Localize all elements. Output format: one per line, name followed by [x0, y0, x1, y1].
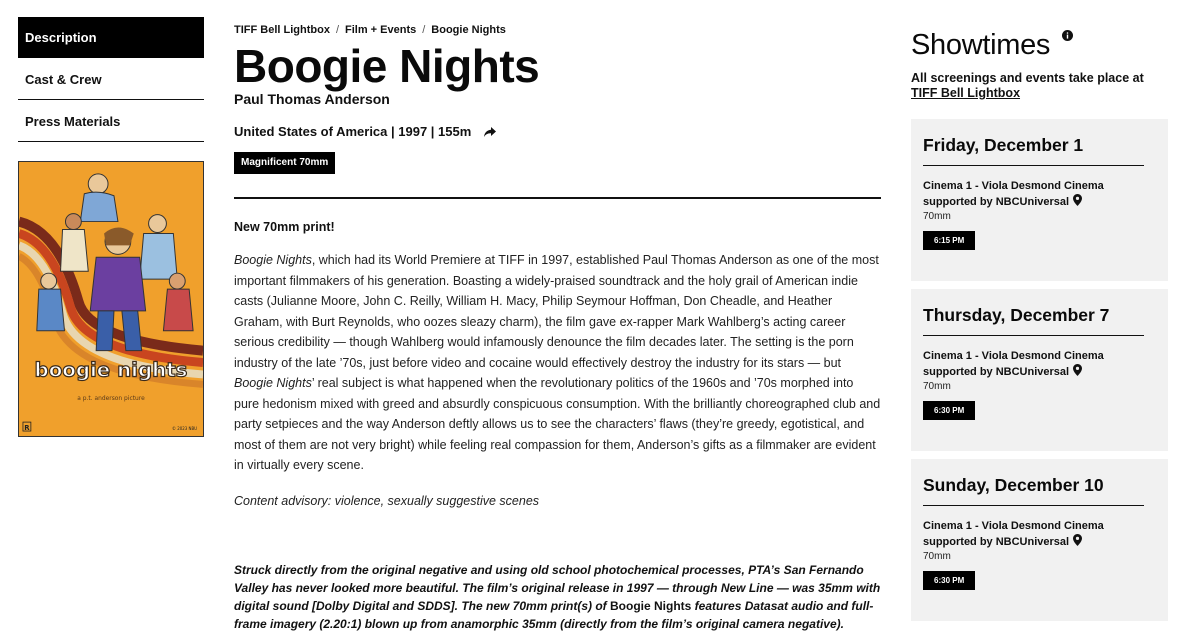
breadcrumb-link-film-events[interactable]: Film + Events: [345, 24, 417, 36]
showtime-format: 70mm: [923, 551, 951, 562]
film-poster: [18, 161, 204, 437]
map-pin-icon[interactable]: [1073, 364, 1082, 376]
showtime-format: 70mm: [923, 381, 951, 392]
description-body: Boogie Nights, which had its World Premiere at TIFF in 1997, established Paul Thomas Anderson as one of the most important filmmakers of his generation. Boasting a widely-praised soundtrack and the holy grail of American indie casts (Julianne Moore, John C. Reilly, William H. Macy, Philip Seymour Hoffman, Don Cheadle, and Heather Graham, with Burt Reynolds, who oozes sleazy charm), the film gave ex-rapper Mark Wahlberg’s acting career serious credibility — though Wahlberg would infamously denounce the film decades later. The setting is the porn industry of the late ’70s, just before video and cocaine would effectively destroy the industry for its stars — but Boogie Nights’ real subject is what happened when the revolutionary politics of the 1960s and ’70s morphed into pure hedonism mixed with greed and absurdly conspicuous consumption. With the brilliantly choreographed club and party setpieces and the way Anderson deftly allows us to see the characters’ flaws (they’re greedy, egotistical, and most of them are not very bright) while feeling real compassion for them, Anderson’s gifts as a filmmaker are evident in virtually every scene.: [234, 253, 881, 472]
film-meta: United States of America | 1997 | 155m: [234, 124, 472, 139]
showtime-venue: Cinema 1 - Viola Desmond Cinema supported by NBCUniversal: [923, 350, 1104, 378]
map-pin-icon[interactable]: [1073, 194, 1082, 206]
poster-byline: a p.t. anderson picture: [77, 395, 145, 403]
poster-copyright: © 2023 NBU: [172, 426, 198, 432]
showtime-button[interactable]: 6:15 PM: [923, 231, 975, 250]
showtime-button[interactable]: 6:30 PM: [923, 401, 975, 420]
showtime-date: Sunday, December 10: [923, 459, 1144, 506]
showtime-venue: Cinema 1 - Viola Desmond Cinema supported by NBCUniversal: [923, 180, 1104, 208]
sidebar-item-description[interactable]: Description: [18, 17, 204, 58]
showtime-date: Thursday, December 7: [923, 289, 1144, 336]
sidebar-item-cast-crew[interactable]: Cast & Crew: [18, 59, 204, 100]
breadcrumb-current: Boogie Nights: [431, 24, 506, 36]
showtimes-header: [911, 28, 1168, 101]
poster-title-logo: boogie nights: [34, 358, 188, 382]
showtime-date: Friday, December 1: [923, 119, 1144, 166]
map-pin-icon[interactable]: [1073, 534, 1082, 546]
section-divider: [234, 197, 881, 199]
page-title: Boogie Nights: [234, 40, 540, 92]
showtimes-title: Showtimes: [911, 29, 1051, 61]
showtime-format: 70mm: [923, 211, 951, 222]
film-director: Paul Thomas Anderson: [234, 91, 390, 107]
film-meta-row: [234, 124, 881, 139]
sidebar-item-press-materials[interactable]: Press Materials: [18, 101, 204, 142]
share-icon[interactable]: [483, 125, 497, 139]
sidebar-nav: [18, 17, 204, 142]
breadcrumb: TIFF Bell Lightbox / Film + Events / Boogie Nights: [234, 24, 506, 36]
description-lead: New 70mm print!: [234, 220, 335, 234]
info-icon[interactable]: [1062, 28, 1073, 39]
program-badge: Magnificent 70mm: [234, 152, 335, 174]
showtime-day-card: [911, 289, 1168, 451]
showtime-button[interactable]: 6:30 PM: [923, 571, 975, 590]
film-main: [234, 24, 881, 508]
showtime-venue: Cinema 1 - Viola Desmond Cinema supported by NBCUniversal: [923, 520, 1104, 548]
poster-rating: R: [24, 424, 30, 433]
content-advisory: Content advisory: violence, sexually suggestive scenes: [234, 493, 540, 508]
showtimes-note: All screenings and events take place at TIFF Bell Lightbox: [911, 71, 1144, 100]
showtime-day-card: [911, 459, 1168, 621]
showtime-day-card: [911, 119, 1168, 281]
breadcrumb-link-tiff-bell-lightbox[interactable]: TIFF Bell Lightbox: [234, 24, 330, 36]
print-note: Struck directly from the original negative and using old school photochemical processes, PTA’s San Fernando Valley has never looked more beautiful. The film’s original release in 1997 — through New Line — was 35mm with digital sound [Dolby Digital and SDDS]. The new 70mm print(s) of Boogie Nights features Datasat audio and full-frame imagery (2.20:1) blown up from anamorphic 35mm (directly from the film’s original camera negative).: [234, 563, 881, 631]
venue-link-tiff-bell-lightbox[interactable]: TIFF Bell Lightbox: [911, 86, 1021, 100]
